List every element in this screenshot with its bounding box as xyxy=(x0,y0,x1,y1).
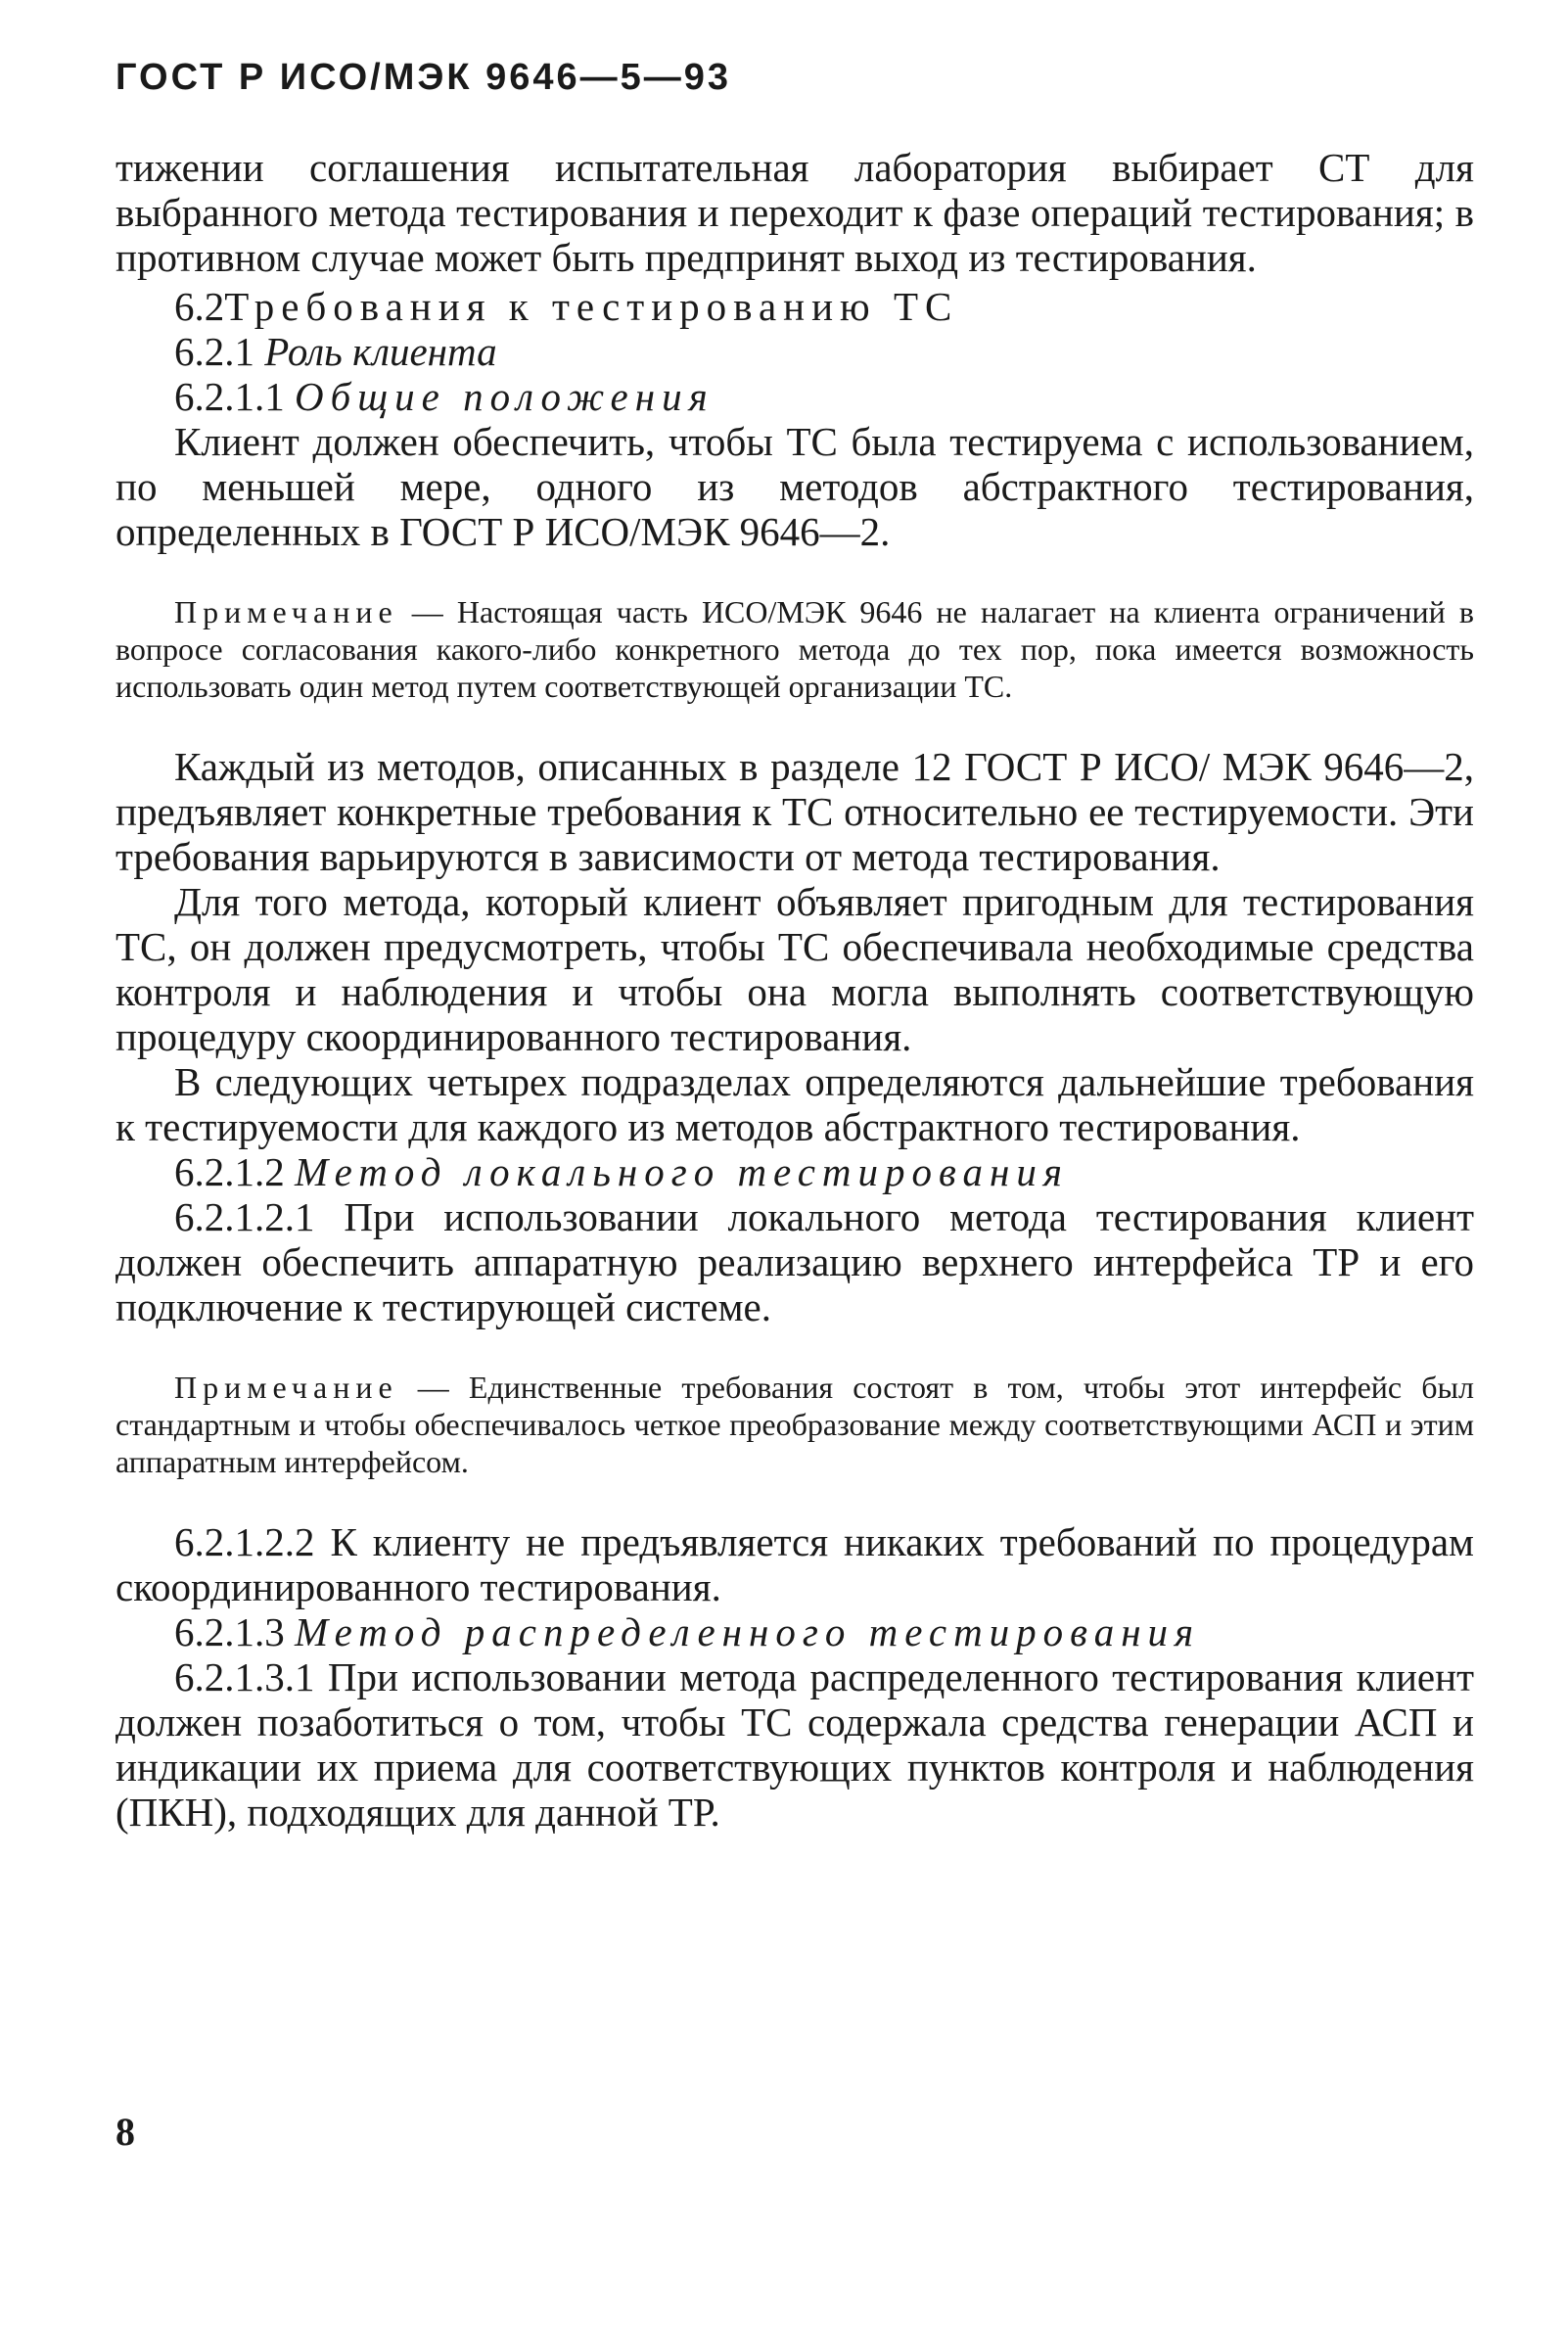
paragraph: В следующих четырех подразделах определяются дальнейшие требования к тестируемости для каждого из методов абстрактного тестирования. xyxy=(115,1059,1474,1149)
heading-6-2-1-3 xyxy=(115,1609,1474,1654)
heading-number: 6.2.1.3 xyxy=(174,1609,285,1654)
paragraph-continuation: тижении соглашения испытательная лаборатория выбирает СТ для выбранного метода тестирования и переходит к фазе операций тестирования; в противном случае может быть предпринят выход из тестирования. xyxy=(115,145,1474,280)
paragraph: Для того метода, который клиент объявляет пригодным для тестирования ТС, он должен предусмотреть, чтобы ТС обеспечивала необходимые средства контроля и наблюдения и чтобы она могла выполнять соответствующую процедуру скоординированного тестирования. xyxy=(115,879,1474,1059)
heading-number: 6.2 xyxy=(174,284,225,329)
page-number: 8 xyxy=(115,2110,135,2154)
paragraph: 6.2.1.2.1 При использовании локального метода тестирования клиент должен обеспечить аппаратную реализацию верхнего интерфейса ТР и его подключение к тестирующей системе. xyxy=(115,1194,1474,1329)
note-text: — Единственные требования состоят в том, чтобы этот интерфейс был стандартным и чтобы обеспечивалось четкое преобразование между соответствующими АСП и этим аппаратным интерфейсом. xyxy=(115,1370,1474,1479)
note-label: Примечание xyxy=(174,1370,398,1405)
paragraph: 6.2.1.3.1 При использовании метода распределенного тестирования клиент должен позаботиться о том, чтобы ТС содержала средства генерации АСП и индикации их приема для соответствующих пунктов контроля и наблюдения (ПКН), подходящих для данной ТР. xyxy=(115,1654,1474,1835)
note xyxy=(115,1369,1474,1480)
heading-title: Требования к тестированию ТС xyxy=(224,284,959,329)
heading-number: 6.2.1 xyxy=(174,329,254,374)
paragraph: Клиент должен обеспечить, чтобы ТС была тестируема с использованием, по меньшей мере, одного из методов абстрактного тестирования, определенных в ГОСТ Р ИСО/МЭК 9646—2. xyxy=(115,419,1474,554)
paragraph: Каждый из методов, описанных в разделе 12 ГОСТ Р ИСО/ МЭК 9646—2, предъявляет конкретные требования к ТС относительно ее тестируемости. Эти требования варьируются в зависимости от метода тестирования. xyxy=(115,744,1474,879)
note-text: — Настоящая часть ИСО/МЭК 9646 не налагает на клиента ограничений в вопросе согласования какого-либо конкретного метода до тех пор, пока имеется возможность использовать один метод путем соответствующей организации ТС. xyxy=(115,594,1474,704)
heading-title: Роль клиента xyxy=(264,329,497,374)
document-body xyxy=(115,145,1474,1835)
heading-number: 6.2.1.2 xyxy=(174,1149,285,1194)
heading-title: Общие положения xyxy=(295,374,715,419)
heading-title: Метод локального тестирования xyxy=(295,1149,1069,1194)
heading-6-2-1-2 xyxy=(115,1149,1474,1194)
paragraph: 6.2.1.2.2 К клиенту не предъявляется никаких требований по процедурам скоординированного тестирования. xyxy=(115,1519,1474,1609)
note-label: Примечание xyxy=(174,594,398,629)
heading-6-2-1-1 xyxy=(115,374,1474,419)
heading-title: Метод распределенного тестирования xyxy=(295,1609,1201,1654)
document-header: ГОСТ Р ИСО/МЭК 9646—5—93 xyxy=(115,57,732,98)
heading-6-2-1 xyxy=(115,329,1474,374)
heading-6-2 xyxy=(115,284,1474,329)
heading-number: 6.2.1.1 xyxy=(174,374,285,419)
note xyxy=(115,593,1474,705)
